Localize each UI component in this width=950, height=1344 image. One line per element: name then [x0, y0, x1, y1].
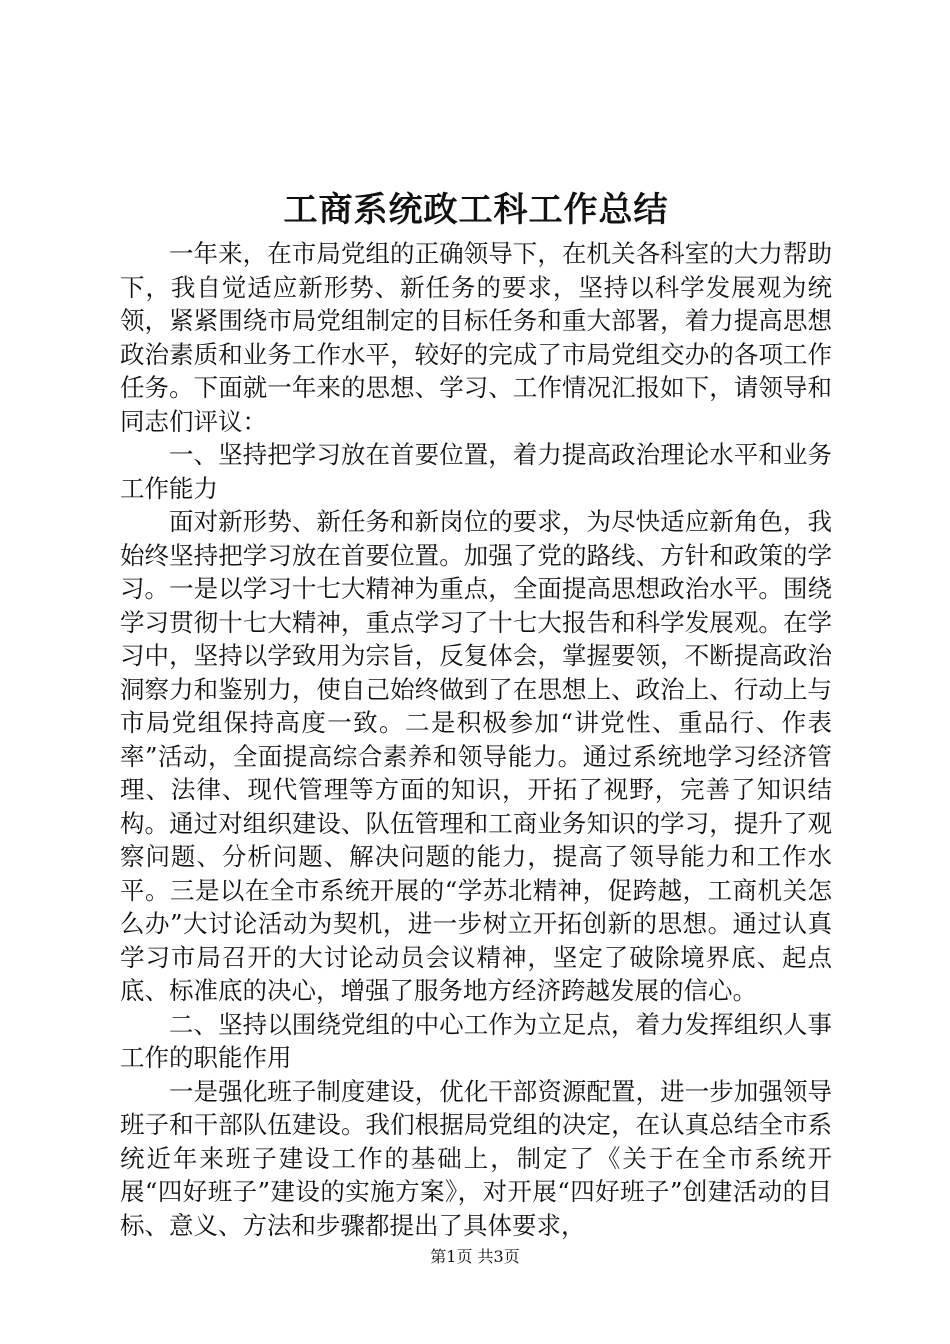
paragraph-intro: 一年来，在市局党组的正确领导下，在机关各科室的大力帮助下，我自觉适应新形势、新任务的要求，坚持以科学发展观为统领，紧紧围绕市局党组制定的目标任务和重大部署，着力提高思想政治素质和业务工作水平，较好的完成了市局党组交办的各项工作任务。下面就一年来的思想、学习、工作情况汇报如下，请领导和同志们评议： — [120, 239, 832, 436]
document-title: 工商系统政工科工作总结 — [283, 190, 669, 230]
section-heading-2: 二、坚持以围绕党组的中心工作为立足点，着力发挥组织人事工作的职能作用 — [120, 1009, 832, 1072]
paragraph-section-1: 面对新形势、新任务和新岗位的要求，为尽快适应新角色，我始终坚持把学习放在首要位置。加强了党的路线、方针和政策的学习。一是以学习十七大精神为重点，全面提高思想政治水平。围绕学习贯彻十七大精神，重点学习了十七大报告和科学发展观。在学习中，坚持以学致用为宗旨，反复体会，掌握要领，不断提高政治洞察力和鉴别力，使自己始终做到了在思想上、政治上、行动上与市局党组保持高度一致。二是积极参加“讲党性、重品行、作表率”活动，全面提高综合素养和领导能力。通过系统地学习经济管理、法律、现代管理等方面的知识，开拓了视野，完善了知识结构。通过对组织建设、队伍管理和工商业务知识的学习，提升了观察问题、分析问题、解决问题的能力，提高了领导能力和工作水平。三是以在全市系统开展的“学苏北精神，促跨越，工商机关怎么办”大讨论活动为契机，进一步树立开拓创新的思想。通过认真学习市局召开的大讨论动员会议精神，坚定了破除境界底、起点底、标准底的决心，增强了服务地方经济跨越发展的信心。 — [120, 507, 832, 1005]
page-number-footer: 第1页 共3页 — [430, 1247, 520, 1266]
paragraph-section-2: 一是强化班子制度建设，优化干部资源配置，进一步加强领导班子和干部队伍建设。我们根据局党组的决定，在认真总结全市系统近年来班子建设工作的基础上，制定了《关于在全市系统开展“四好班子”建设的实施方案》，对开展“四好班子”创建活动的目标、意义、方法和步骤都提出了具体要求， — [120, 1076, 832, 1240]
section-heading-1: 一、坚持把学习放在首要位置，着力提高政治理论水平和业务工作能力 — [120, 440, 832, 503]
document-page — [120, 185, 832, 1242]
